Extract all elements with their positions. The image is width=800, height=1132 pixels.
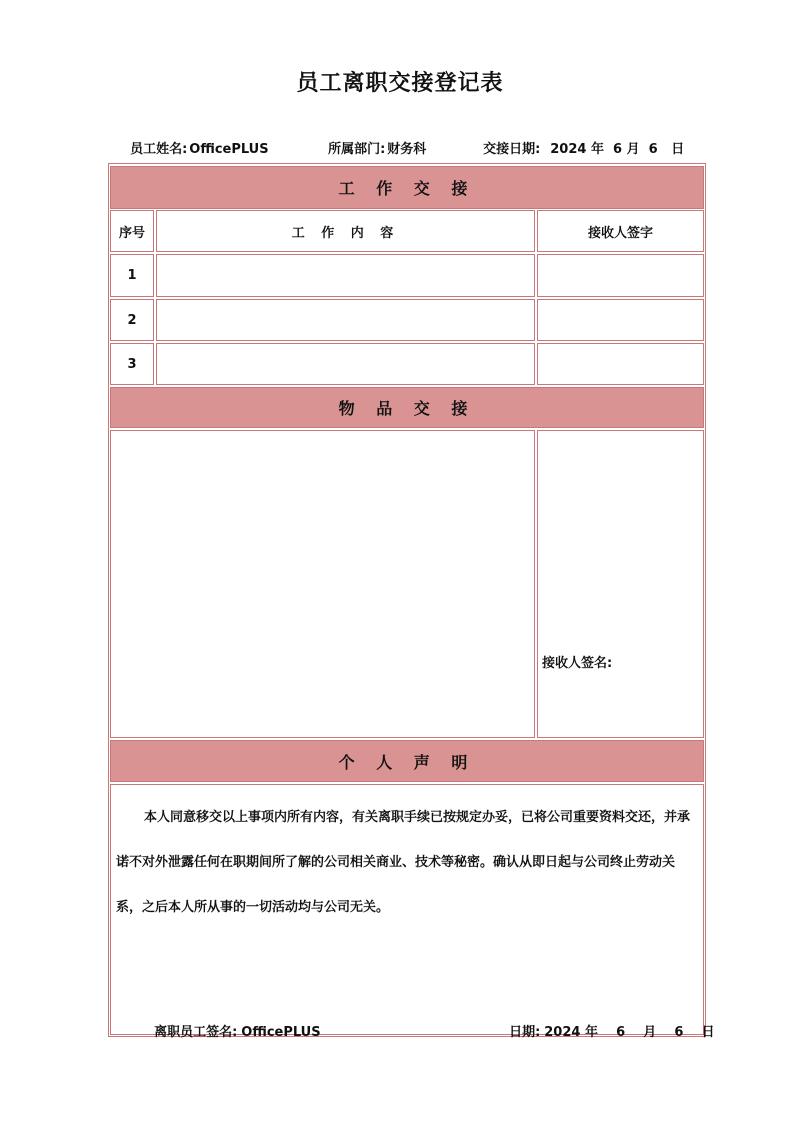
row-index-3: 3 (110, 343, 154, 385)
declaration-date (500, 1006, 714, 1040)
employee-name-label: 员工姓名: (130, 142, 188, 157)
row-signature-3[interactable] (537, 343, 704, 385)
declaration-header: 个 人 声 明 (110, 740, 704, 782)
employee-name-value: OfficePLUS (189, 142, 269, 157)
row-content-1[interactable] (156, 254, 535, 297)
declaration-date-value: 2024 年 6 月 6 日 (544, 1025, 715, 1040)
employee-name (121, 123, 269, 157)
col-signature-header: 接收人签字 (537, 210, 704, 252)
col-content-header: 工 作 内 容 (156, 210, 535, 252)
handover-date-label: 交接日期: (483, 142, 541, 157)
department-label: 所属部门: (328, 142, 386, 157)
item-list-area[interactable] (110, 430, 535, 738)
handover-date-value: 2024 年 6 月 6 日 (550, 142, 685, 157)
item-receiver-signature-area[interactable] (537, 430, 704, 738)
item-handover-header: 物 品 交 接 (110, 387, 704, 428)
receiver-signature-label: 接收人签名: (542, 656, 613, 671)
declaration-date-label: 日期: (509, 1025, 541, 1040)
work-handover-header: 工 作 交 接 (110, 166, 704, 209)
department-value: 财务科 (387, 142, 427, 157)
row-index-1: 1 (110, 254, 154, 297)
row-content-3[interactable] (156, 343, 535, 385)
department (319, 123, 426, 157)
form-title: 员工离职交接登记表 (296, 71, 504, 96)
col-index-header: 序号 (110, 210, 154, 252)
row-signature-1[interactable] (537, 254, 704, 297)
row-signature-2[interactable] (537, 299, 704, 341)
resigning-employee-signature (145, 1006, 321, 1040)
row-index-2: 2 (110, 299, 154, 341)
resigning-signature-label: 离职员工签名: (154, 1025, 238, 1040)
handover-date (474, 123, 684, 157)
resigning-signature-value: OfficePLUS (241, 1025, 321, 1040)
row-content-2[interactable] (156, 299, 535, 341)
declaration-text: 本人同意移交以上事项内所有内容，有关离职手续已按规定办妥，已将公司重要资料交还，并承诺不对外泄露任何在职期间所了解的公司相关商业、技术等秘密。确认从即日起与公司终止劳动关系，之后本人所从事的一切活动均与公司无关。 (116, 810, 691, 915)
